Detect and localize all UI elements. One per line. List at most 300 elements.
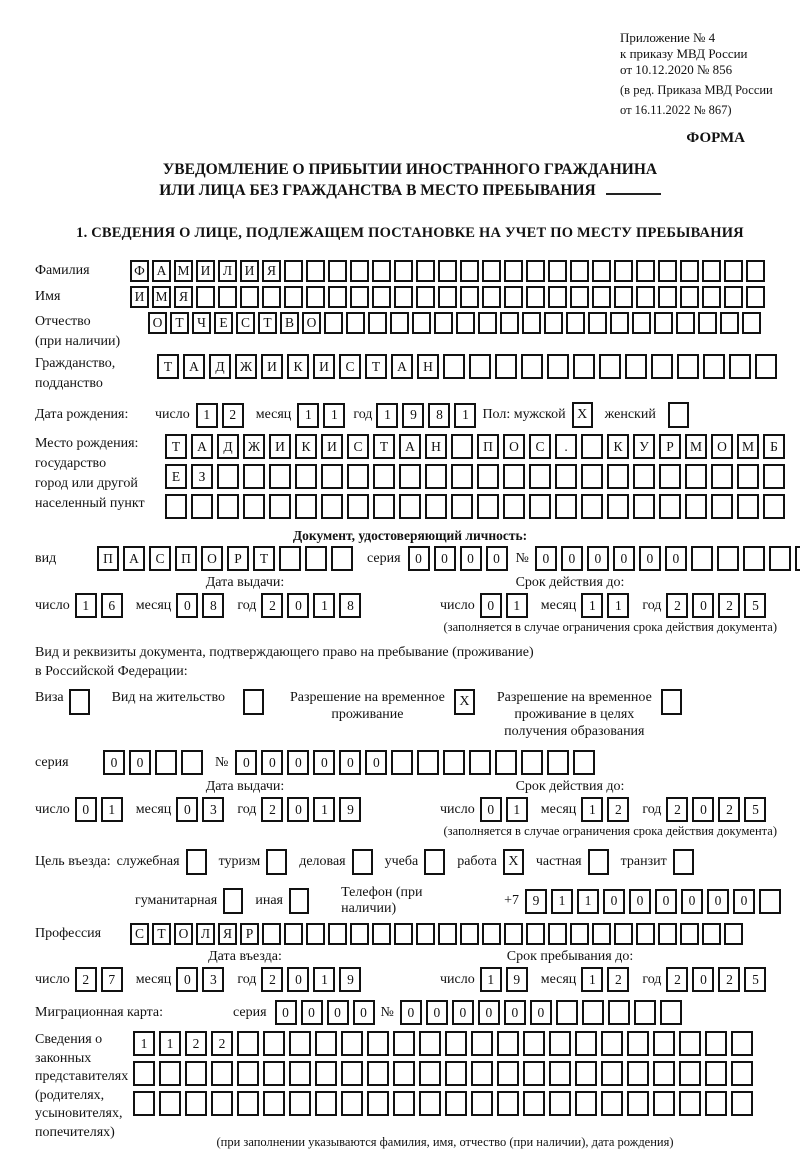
char-box[interactable]: 2 xyxy=(211,1031,233,1056)
char-box[interactable]: 5 xyxy=(744,797,766,822)
char-box[interactable] xyxy=(592,286,611,308)
char-box[interactable]: З xyxy=(191,464,213,489)
char-box[interactable] xyxy=(443,354,465,379)
char-box[interactable]: М xyxy=(737,434,759,459)
char-box[interactable]: 0 xyxy=(313,750,335,775)
char-box[interactable] xyxy=(391,750,413,775)
char-box[interactable]: 2 xyxy=(666,797,688,822)
char-box[interactable] xyxy=(315,1031,337,1056)
char-box[interactable] xyxy=(284,923,303,945)
char-box[interactable]: 1 xyxy=(581,967,603,992)
char-box[interactable]: О xyxy=(503,434,525,459)
char-box[interactable]: С xyxy=(130,923,149,945)
char-box[interactable] xyxy=(196,286,215,308)
char-box[interactable] xyxy=(460,923,479,945)
char-box[interactable]: Я xyxy=(262,260,281,282)
char-box[interactable] xyxy=(653,1031,675,1056)
char-box[interactable] xyxy=(425,464,447,489)
char-box[interactable] xyxy=(504,923,523,945)
char-box[interactable] xyxy=(159,1061,181,1086)
char-box[interactable]: А xyxy=(391,354,413,379)
char-box[interactable] xyxy=(321,464,343,489)
char-box[interactable]: 8 xyxy=(339,593,361,618)
char-box[interactable] xyxy=(555,494,577,519)
char-box[interactable]: 2 xyxy=(607,967,629,992)
char-box[interactable] xyxy=(607,494,629,519)
char-box[interactable]: 1 xyxy=(506,593,528,618)
char-box[interactable] xyxy=(295,464,317,489)
char-box[interactable]: 3 xyxy=(202,967,224,992)
char-box[interactable]: 2 xyxy=(718,967,740,992)
char-box[interactable]: 1 xyxy=(133,1031,155,1056)
char-box[interactable]: 2 xyxy=(75,967,97,992)
char-box[interactable] xyxy=(614,923,633,945)
char-box[interactable] xyxy=(755,354,777,379)
char-box[interactable] xyxy=(548,260,567,282)
char-box[interactable] xyxy=(240,286,259,308)
char-box[interactable]: Т xyxy=(170,312,189,334)
char-box[interactable]: 0 xyxy=(75,797,97,822)
char-box[interactable]: 0 xyxy=(176,967,198,992)
char-box[interactable]: 0 xyxy=(452,1000,474,1025)
char-box[interactable] xyxy=(497,1061,519,1086)
char-box[interactable]: О xyxy=(148,312,167,334)
char-box[interactable] xyxy=(711,494,733,519)
char-box[interactable] xyxy=(159,1091,181,1116)
char-box[interactable]: 1 xyxy=(159,1031,181,1056)
char-box[interactable] xyxy=(237,1091,259,1116)
char-box[interactable]: И xyxy=(240,260,259,282)
char-box[interactable]: Д xyxy=(217,434,239,459)
char-box[interactable] xyxy=(328,260,347,282)
char-box[interactable] xyxy=(625,354,647,379)
char-box[interactable] xyxy=(526,923,545,945)
char-box[interactable] xyxy=(504,260,523,282)
char-box[interactable] xyxy=(328,286,347,308)
char-box[interactable] xyxy=(582,1000,604,1025)
char-box[interactable]: 0 xyxy=(692,797,714,822)
char-box[interactable]: 1 xyxy=(376,403,398,428)
char-box[interactable] xyxy=(373,464,395,489)
char-box[interactable] xyxy=(394,923,413,945)
purpose-study-checkbox[interactable] xyxy=(424,849,445,875)
char-box[interactable] xyxy=(548,286,567,308)
char-box[interactable]: 0 xyxy=(287,797,309,822)
char-box[interactable] xyxy=(191,494,213,519)
char-box[interactable]: Д xyxy=(209,354,231,379)
char-box[interactable]: 0 xyxy=(301,1000,323,1025)
char-box[interactable]: 1 xyxy=(313,593,335,618)
char-box[interactable]: О xyxy=(711,434,733,459)
char-box[interactable] xyxy=(658,286,677,308)
char-box[interactable] xyxy=(456,312,475,334)
char-box[interactable]: А xyxy=(191,434,213,459)
char-box[interactable]: И xyxy=(269,434,291,459)
char-box[interactable] xyxy=(581,434,603,459)
char-box[interactable]: 8 xyxy=(428,403,450,428)
char-box[interactable] xyxy=(549,1061,571,1086)
char-box[interactable]: Т xyxy=(373,434,395,459)
char-box[interactable] xyxy=(702,923,721,945)
char-box[interactable]: 0 xyxy=(486,546,508,571)
char-box[interactable]: 0 xyxy=(733,889,755,914)
purpose-transit-checkbox[interactable] xyxy=(673,849,694,875)
char-box[interactable] xyxy=(347,464,369,489)
char-box[interactable]: 2 xyxy=(718,593,740,618)
char-box[interactable] xyxy=(592,923,611,945)
char-box[interactable]: 0 xyxy=(287,750,309,775)
char-box[interactable] xyxy=(295,494,317,519)
char-box[interactable]: 1 xyxy=(480,967,502,992)
char-box[interactable]: 2 xyxy=(185,1031,207,1056)
char-box[interactable] xyxy=(570,260,589,282)
char-box[interactable] xyxy=(263,1061,285,1086)
char-box[interactable]: 0 xyxy=(460,546,482,571)
purpose-tourism-checkbox[interactable] xyxy=(266,849,287,875)
char-box[interactable] xyxy=(504,286,523,308)
char-box[interactable] xyxy=(503,494,525,519)
char-box[interactable] xyxy=(763,494,785,519)
char-box[interactable] xyxy=(393,1031,415,1056)
char-box[interactable] xyxy=(419,1031,441,1056)
char-box[interactable]: Я xyxy=(218,923,237,945)
char-box[interactable]: О xyxy=(302,312,321,334)
char-box[interactable] xyxy=(737,494,759,519)
char-box[interactable] xyxy=(372,286,391,308)
char-box[interactable]: Т xyxy=(165,434,187,459)
char-box[interactable] xyxy=(614,260,633,282)
char-box[interactable] xyxy=(315,1061,337,1086)
char-box[interactable]: И xyxy=(261,354,283,379)
char-box[interactable]: 0 xyxy=(478,1000,500,1025)
char-box[interactable]: Р xyxy=(659,434,681,459)
char-box[interactable]: 0 xyxy=(408,546,430,571)
char-box[interactable] xyxy=(350,286,369,308)
char-box[interactable] xyxy=(680,260,699,282)
char-box[interactable] xyxy=(659,494,681,519)
char-box[interactable] xyxy=(731,1031,753,1056)
char-box[interactable] xyxy=(438,923,457,945)
char-box[interactable] xyxy=(575,1091,597,1116)
char-box[interactable] xyxy=(679,1061,701,1086)
char-box[interactable] xyxy=(368,312,387,334)
char-box[interactable] xyxy=(526,286,545,308)
char-box[interactable] xyxy=(372,923,391,945)
char-box[interactable]: 1 xyxy=(581,797,603,822)
char-box[interactable] xyxy=(570,286,589,308)
char-box[interactable]: 5 xyxy=(744,967,766,992)
char-box[interactable]: 0 xyxy=(603,889,625,914)
char-box[interactable] xyxy=(469,354,491,379)
char-box[interactable]: 0 xyxy=(692,967,714,992)
char-box[interactable]: 1 xyxy=(551,889,573,914)
char-box[interactable] xyxy=(634,1000,656,1025)
char-box[interactable] xyxy=(746,286,765,308)
char-box[interactable]: К xyxy=(295,434,317,459)
char-box[interactable]: М xyxy=(152,286,171,308)
char-box[interactable]: 2 xyxy=(718,797,740,822)
char-box[interactable] xyxy=(412,312,431,334)
char-box[interactable]: И xyxy=(321,434,343,459)
char-box[interactable] xyxy=(575,1061,597,1086)
char-box[interactable] xyxy=(471,1031,493,1056)
char-box[interactable] xyxy=(495,750,517,775)
purpose-work-checkbox[interactable]: X xyxy=(503,849,524,875)
char-box[interactable] xyxy=(676,312,695,334)
char-box[interactable]: И xyxy=(313,354,335,379)
char-box[interactable] xyxy=(573,354,595,379)
char-box[interactable]: 0 xyxy=(327,1000,349,1025)
char-box[interactable] xyxy=(185,1061,207,1086)
char-box[interactable]: 0 xyxy=(613,546,635,571)
char-box[interactable]: 1 xyxy=(577,889,599,914)
char-box[interactable]: . xyxy=(555,434,577,459)
char-box[interactable]: 1 xyxy=(323,403,345,428)
char-box[interactable]: О xyxy=(174,923,193,945)
char-box[interactable]: И xyxy=(130,286,149,308)
char-box[interactable]: 0 xyxy=(530,1000,552,1025)
char-box[interactable] xyxy=(419,1091,441,1116)
char-box[interactable]: Ч xyxy=(192,312,211,334)
char-box[interactable] xyxy=(373,494,395,519)
char-box[interactable]: Т xyxy=(253,546,275,571)
char-box[interactable]: 2 xyxy=(222,403,244,428)
temp-residence-education-checkbox[interactable] xyxy=(661,689,682,715)
char-box[interactable]: 9 xyxy=(339,797,361,822)
char-box[interactable] xyxy=(497,1031,519,1056)
char-box[interactable]: 0 xyxy=(480,593,502,618)
char-box[interactable] xyxy=(460,286,479,308)
char-box[interactable]: О xyxy=(201,546,223,571)
char-box[interactable]: 0 xyxy=(287,967,309,992)
char-box[interactable]: 1 xyxy=(506,797,528,822)
char-box[interactable]: 0 xyxy=(176,797,198,822)
char-box[interactable]: П xyxy=(477,434,499,459)
char-box[interactable]: М xyxy=(685,434,707,459)
char-box[interactable]: Р xyxy=(240,923,259,945)
char-box[interactable] xyxy=(503,464,525,489)
char-box[interactable] xyxy=(633,494,655,519)
char-box[interactable] xyxy=(306,286,325,308)
char-box[interactable] xyxy=(679,1031,701,1056)
char-box[interactable] xyxy=(627,1091,649,1116)
char-box[interactable] xyxy=(279,546,301,571)
char-box[interactable] xyxy=(269,464,291,489)
char-box[interactable] xyxy=(592,260,611,282)
char-box[interactable] xyxy=(284,260,303,282)
char-box[interactable] xyxy=(522,312,541,334)
char-box[interactable] xyxy=(237,1031,259,1056)
char-box[interactable] xyxy=(269,494,291,519)
char-box[interactable] xyxy=(443,750,465,775)
char-box[interactable] xyxy=(393,1091,415,1116)
char-box[interactable] xyxy=(416,923,435,945)
char-box[interactable] xyxy=(636,260,655,282)
char-box[interactable]: 1 xyxy=(313,967,335,992)
char-box[interactable] xyxy=(460,260,479,282)
char-box[interactable] xyxy=(680,923,699,945)
char-box[interactable] xyxy=(324,312,343,334)
char-box[interactable] xyxy=(705,1091,727,1116)
char-box[interactable] xyxy=(521,354,543,379)
char-box[interactable]: 0 xyxy=(504,1000,526,1025)
char-box[interactable] xyxy=(133,1061,155,1086)
char-box[interactable] xyxy=(331,546,353,571)
char-box[interactable]: Т xyxy=(157,354,179,379)
char-box[interactable] xyxy=(742,312,761,334)
char-box[interactable]: 0 xyxy=(400,1000,422,1025)
char-box[interactable]: Н xyxy=(425,434,447,459)
char-box[interactable] xyxy=(211,1061,233,1086)
char-box[interactable] xyxy=(581,464,603,489)
char-box[interactable]: 0 xyxy=(655,889,677,914)
char-box[interactable] xyxy=(315,1091,337,1116)
char-box[interactable]: Ж xyxy=(235,354,257,379)
female-checkbox[interactable] xyxy=(668,402,689,428)
char-box[interactable] xyxy=(679,1091,701,1116)
char-box[interactable] xyxy=(614,286,633,308)
char-box[interactable] xyxy=(500,312,519,334)
char-box[interactable] xyxy=(601,1031,623,1056)
char-box[interactable]: 9 xyxy=(525,889,547,914)
char-box[interactable]: 2 xyxy=(666,967,688,992)
char-box[interactable]: 1 xyxy=(196,403,218,428)
visa-checkbox[interactable] xyxy=(69,689,90,715)
char-box[interactable] xyxy=(416,260,435,282)
char-box[interactable] xyxy=(419,1061,441,1086)
char-box[interactable] xyxy=(390,312,409,334)
char-box[interactable]: Р xyxy=(227,546,249,571)
char-box[interactable] xyxy=(367,1091,389,1116)
char-box[interactable] xyxy=(549,1091,571,1116)
char-box[interactable]: 0 xyxy=(275,1000,297,1025)
char-box[interactable] xyxy=(607,464,629,489)
purpose-private-checkbox[interactable] xyxy=(588,849,609,875)
purpose-official-checkbox[interactable] xyxy=(186,849,207,875)
char-box[interactable] xyxy=(523,1091,545,1116)
char-box[interactable]: А xyxy=(183,354,205,379)
char-box[interactable] xyxy=(346,312,365,334)
char-box[interactable]: К xyxy=(287,354,309,379)
char-box[interactable] xyxy=(477,494,499,519)
char-box[interactable]: Л xyxy=(196,923,215,945)
char-box[interactable] xyxy=(698,312,717,334)
char-box[interactable]: А xyxy=(399,434,421,459)
char-box[interactable]: 2 xyxy=(261,797,283,822)
char-box[interactable] xyxy=(451,494,473,519)
char-box[interactable]: 0 xyxy=(629,889,651,914)
char-box[interactable]: А xyxy=(152,260,171,282)
char-box[interactable] xyxy=(482,923,501,945)
char-box[interactable] xyxy=(471,1091,493,1116)
char-box[interactable] xyxy=(731,1091,753,1116)
char-box[interactable]: 0 xyxy=(587,546,609,571)
char-box[interactable] xyxy=(759,889,781,914)
char-box[interactable] xyxy=(347,494,369,519)
char-box[interactable] xyxy=(627,1031,649,1056)
char-box[interactable] xyxy=(660,1000,682,1025)
char-box[interactable] xyxy=(445,1061,467,1086)
char-box[interactable] xyxy=(263,1031,285,1056)
char-box[interactable] xyxy=(434,312,453,334)
char-box[interactable] xyxy=(581,494,603,519)
char-box[interactable]: 6 xyxy=(101,593,123,618)
char-box[interactable] xyxy=(482,286,501,308)
purpose-other-checkbox[interactable] xyxy=(289,888,309,914)
char-box[interactable] xyxy=(636,923,655,945)
char-box[interactable]: 0 xyxy=(426,1000,448,1025)
char-box[interactable] xyxy=(549,1031,571,1056)
char-box[interactable]: Л xyxy=(218,260,237,282)
char-box[interactable]: 0 xyxy=(176,593,198,618)
char-box[interactable]: П xyxy=(97,546,119,571)
char-box[interactable]: 2 xyxy=(666,593,688,618)
char-box[interactable] xyxy=(243,494,265,519)
char-box[interactable] xyxy=(659,464,681,489)
char-box[interactable] xyxy=(211,1091,233,1116)
char-box[interactable]: Т xyxy=(258,312,277,334)
char-box[interactable] xyxy=(495,354,517,379)
char-box[interactable]: С xyxy=(236,312,255,334)
char-box[interactable] xyxy=(341,1091,363,1116)
char-box[interactable] xyxy=(705,1031,727,1056)
char-box[interactable] xyxy=(372,260,391,282)
char-box[interactable] xyxy=(263,1091,285,1116)
char-box[interactable] xyxy=(570,923,589,945)
char-box[interactable] xyxy=(677,354,699,379)
char-box[interactable]: 8 xyxy=(202,593,224,618)
char-box[interactable]: 0 xyxy=(261,750,283,775)
char-box[interactable]: К xyxy=(607,434,629,459)
char-box[interactable]: Т xyxy=(152,923,171,945)
char-box[interactable] xyxy=(394,260,413,282)
char-box[interactable]: 0 xyxy=(681,889,703,914)
char-box[interactable] xyxy=(731,1061,753,1086)
char-box[interactable] xyxy=(547,750,569,775)
char-box[interactable] xyxy=(737,464,759,489)
char-box[interactable] xyxy=(654,312,673,334)
char-box[interactable] xyxy=(573,750,595,775)
char-box[interactable] xyxy=(284,286,303,308)
char-box[interactable]: 1 xyxy=(75,593,97,618)
char-box[interactable] xyxy=(746,260,765,282)
char-box[interactable] xyxy=(601,1091,623,1116)
char-box[interactable] xyxy=(393,1061,415,1086)
char-box[interactable] xyxy=(729,354,751,379)
char-box[interactable] xyxy=(217,494,239,519)
char-box[interactable]: 0 xyxy=(692,593,714,618)
char-box[interactable] xyxy=(133,1091,155,1116)
char-box[interactable] xyxy=(658,260,677,282)
char-box[interactable]: 0 xyxy=(365,750,387,775)
char-box[interactable] xyxy=(321,494,343,519)
char-box[interactable] xyxy=(341,1061,363,1086)
char-box[interactable] xyxy=(526,260,545,282)
char-box[interactable]: 7 xyxy=(101,967,123,992)
char-box[interactable] xyxy=(306,260,325,282)
char-box[interactable] xyxy=(547,354,569,379)
char-box[interactable] xyxy=(702,260,721,282)
char-box[interactable]: 0 xyxy=(339,750,361,775)
char-box[interactable] xyxy=(544,312,563,334)
char-box[interactable] xyxy=(350,260,369,282)
char-box[interactable] xyxy=(566,312,585,334)
char-box[interactable] xyxy=(769,546,791,571)
char-box[interactable]: 0 xyxy=(353,1000,375,1025)
purpose-business-checkbox[interactable] xyxy=(352,849,373,875)
char-box[interactable] xyxy=(610,312,629,334)
char-box[interactable]: У xyxy=(633,434,655,459)
